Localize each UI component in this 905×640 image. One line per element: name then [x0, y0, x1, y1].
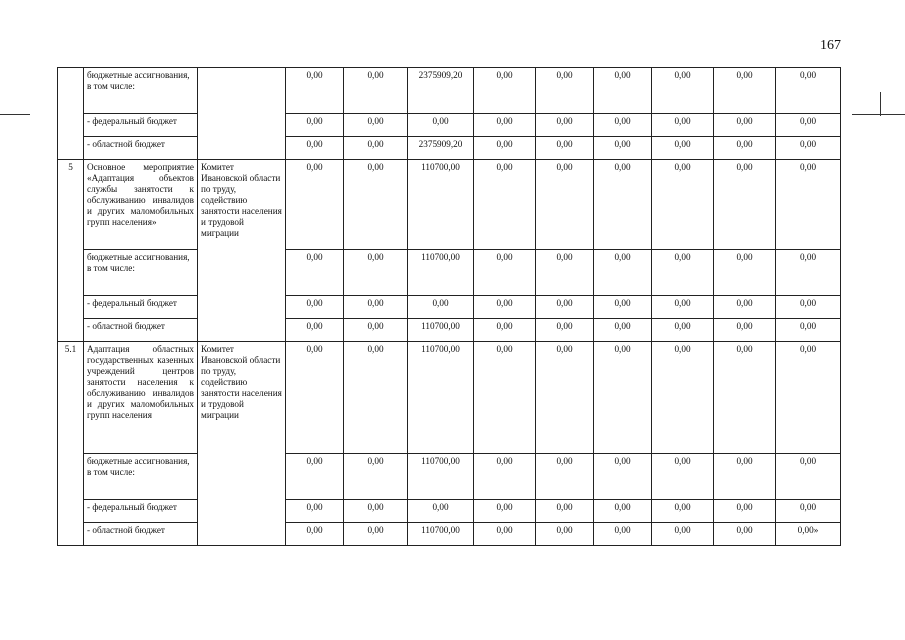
value-cell: 0,00: [714, 454, 776, 500]
value-cell: 0,00: [344, 342, 408, 454]
budget-line-label: - федеральный бюджет: [84, 114, 198, 137]
value-cell: 0,00: [536, 114, 594, 137]
value-cell: 0,00: [536, 454, 594, 500]
value-cell: 0,00: [474, 296, 536, 319]
value-cell: 0,00: [594, 114, 652, 137]
value-cell: 0,00: [776, 342, 841, 454]
row-number-cell: [58, 68, 84, 160]
value-cell: 0,00: [408, 114, 474, 137]
table-row: [58, 114, 841, 137]
right-margin-line: [852, 114, 905, 115]
value-cell: 0,00: [594, 342, 652, 454]
value-cell: 0,00: [714, 500, 776, 523]
value-cell: 0,00: [652, 500, 714, 523]
budget-line-label: - федеральный бюджет: [84, 296, 198, 319]
value-cell: 0,00: [594, 296, 652, 319]
value-cell: 0,00: [776, 454, 841, 500]
value-cell: 110700,00: [408, 454, 474, 500]
value-cell: 0,00: [652, 454, 714, 500]
budget-line-label: - федеральный бюджет: [84, 500, 198, 523]
value-cell: 0,00: [474, 68, 536, 114]
table-row: [58, 342, 841, 454]
value-cell: 0,00: [344, 500, 408, 523]
value-cell: 0,00: [536, 160, 594, 250]
activity-description: Адаптация областных государственных казенных учреждений центров занятости населения к обслуживанию инвалидов и других маломобильных групп населения: [84, 342, 198, 454]
value-cell: 0,00: [652, 160, 714, 250]
value-cell: 0,00: [714, 296, 776, 319]
value-cell: 0,00: [286, 500, 344, 523]
value-cell: 0,00: [344, 454, 408, 500]
value-cell: 110700,00: [408, 160, 474, 250]
value-cell: 0,00: [286, 160, 344, 250]
value-cell: 0,00: [594, 68, 652, 114]
table-row: [58, 68, 841, 114]
value-cell: 0,00: [594, 137, 652, 160]
value-cell: 2375909,20: [408, 137, 474, 160]
row-number-cell: 5: [58, 160, 84, 342]
value-cell: 0,00: [344, 523, 408, 546]
value-cell: 0,00: [776, 160, 841, 250]
value-cell: 0,00: [594, 250, 652, 296]
budget-line-label: - областной бюджет: [84, 523, 198, 546]
value-cell: 0,00: [474, 250, 536, 296]
value-cell: 0,00: [408, 296, 474, 319]
right-margin-tick: [880, 92, 881, 116]
value-cell: 0,00: [536, 250, 594, 296]
value-cell: 0,00: [536, 500, 594, 523]
value-cell: 0,00: [714, 342, 776, 454]
executor-cell: [198, 68, 286, 160]
value-cell: 0,00: [344, 114, 408, 137]
table-row: [58, 250, 841, 296]
value-cell: 0,00: [594, 319, 652, 342]
row-number-cell: 5.1: [58, 342, 84, 546]
value-cell: 0,00: [286, 319, 344, 342]
budget-line-label: бюджетные ассигнования, в том числе:: [84, 454, 198, 500]
value-cell: 0,00: [344, 68, 408, 114]
value-cell: 0,00: [474, 342, 536, 454]
value-cell: 0,00: [344, 296, 408, 319]
value-cell: 0,00: [536, 137, 594, 160]
value-cell: 0,00: [652, 296, 714, 319]
value-cell: 110700,00: [408, 250, 474, 296]
value-cell: 2375909,20: [408, 68, 474, 114]
value-cell: 0,00: [652, 342, 714, 454]
value-cell: 0,00: [286, 250, 344, 296]
table-row: [58, 137, 841, 160]
value-cell: 110700,00: [408, 342, 474, 454]
value-cell: 0,00: [594, 500, 652, 523]
value-cell: 0,00: [652, 137, 714, 160]
value-cell: 0,00: [652, 250, 714, 296]
value-cell: 0,00: [594, 160, 652, 250]
value-cell: 0,00: [594, 523, 652, 546]
budget-table: [57, 67, 841, 546]
value-cell: 0,00: [474, 500, 536, 523]
value-cell: 0,00: [536, 342, 594, 454]
value-cell: 0,00: [286, 114, 344, 137]
table-row: [58, 160, 841, 250]
value-cell: 0,00: [714, 68, 776, 114]
table-row: [58, 319, 841, 342]
table-row: [58, 296, 841, 319]
budget-line-label: - областной бюджет: [84, 137, 198, 160]
executor-cell: Комитет Ивановской области по труду, содействию занятости населения и трудовой миграции: [198, 342, 286, 546]
budget-line-label: бюджетные ассигнования, в том числе:: [84, 250, 198, 296]
value-cell: 0,00: [408, 500, 474, 523]
page-number: 167: [820, 38, 841, 53]
value-cell: 0,00: [652, 523, 714, 546]
value-cell: 110700,00: [408, 319, 474, 342]
value-cell: 0,00: [776, 114, 841, 137]
value-cell: 0,00: [474, 114, 536, 137]
table-row: [58, 454, 841, 500]
value-cell: 0,00: [286, 523, 344, 546]
value-cell: 0,00: [652, 319, 714, 342]
table-row: [58, 500, 841, 523]
value-cell: 110700,00: [408, 523, 474, 546]
value-cell: 0,00: [536, 523, 594, 546]
value-cell: 0,00: [714, 137, 776, 160]
value-cell: 0,00»: [776, 523, 841, 546]
value-cell: 0,00: [474, 523, 536, 546]
value-cell: 0,00: [536, 296, 594, 319]
value-cell: 0,00: [344, 250, 408, 296]
value-cell: 0,00: [776, 296, 841, 319]
table-row: [58, 523, 841, 546]
value-cell: 0,00: [286, 342, 344, 454]
value-cell: 0,00: [286, 454, 344, 500]
value-cell: 0,00: [536, 319, 594, 342]
left-margin-line: [0, 114, 30, 115]
value-cell: 0,00: [344, 137, 408, 160]
value-cell: 0,00: [594, 454, 652, 500]
value-cell: 0,00: [286, 68, 344, 114]
value-cell: 0,00: [536, 68, 594, 114]
value-cell: 0,00: [286, 296, 344, 319]
value-cell: 0,00: [776, 319, 841, 342]
executor-cell: Комитет Ивановской области по труду, содействию занятости населения и трудовой миграции: [198, 160, 286, 342]
value-cell: 0,00: [714, 160, 776, 250]
activity-description: Основное мероприятие «Адаптация объектов службы занятости к обслуживанию инвалидов и других маломобильных групп населения»: [84, 160, 198, 250]
value-cell: 0,00: [714, 114, 776, 137]
value-cell: 0,00: [776, 137, 841, 160]
value-cell: 0,00: [776, 68, 841, 114]
value-cell: 0,00: [474, 454, 536, 500]
value-cell: 0,00: [474, 160, 536, 250]
value-cell: 0,00: [776, 500, 841, 523]
value-cell: 0,00: [474, 137, 536, 160]
value-cell: 0,00: [652, 68, 714, 114]
budget-line-label: - областной бюджет: [84, 319, 198, 342]
value-cell: 0,00: [714, 523, 776, 546]
value-cell: 0,00: [344, 319, 408, 342]
value-cell: 0,00: [474, 319, 536, 342]
value-cell: 0,00: [286, 137, 344, 160]
value-cell: 0,00: [714, 250, 776, 296]
budget-line-label: бюджетные ассигнования, в том числе:: [84, 68, 198, 114]
value-cell: 0,00: [776, 250, 841, 296]
value-cell: 0,00: [714, 319, 776, 342]
value-cell: 0,00: [344, 160, 408, 250]
value-cell: 0,00: [652, 114, 714, 137]
